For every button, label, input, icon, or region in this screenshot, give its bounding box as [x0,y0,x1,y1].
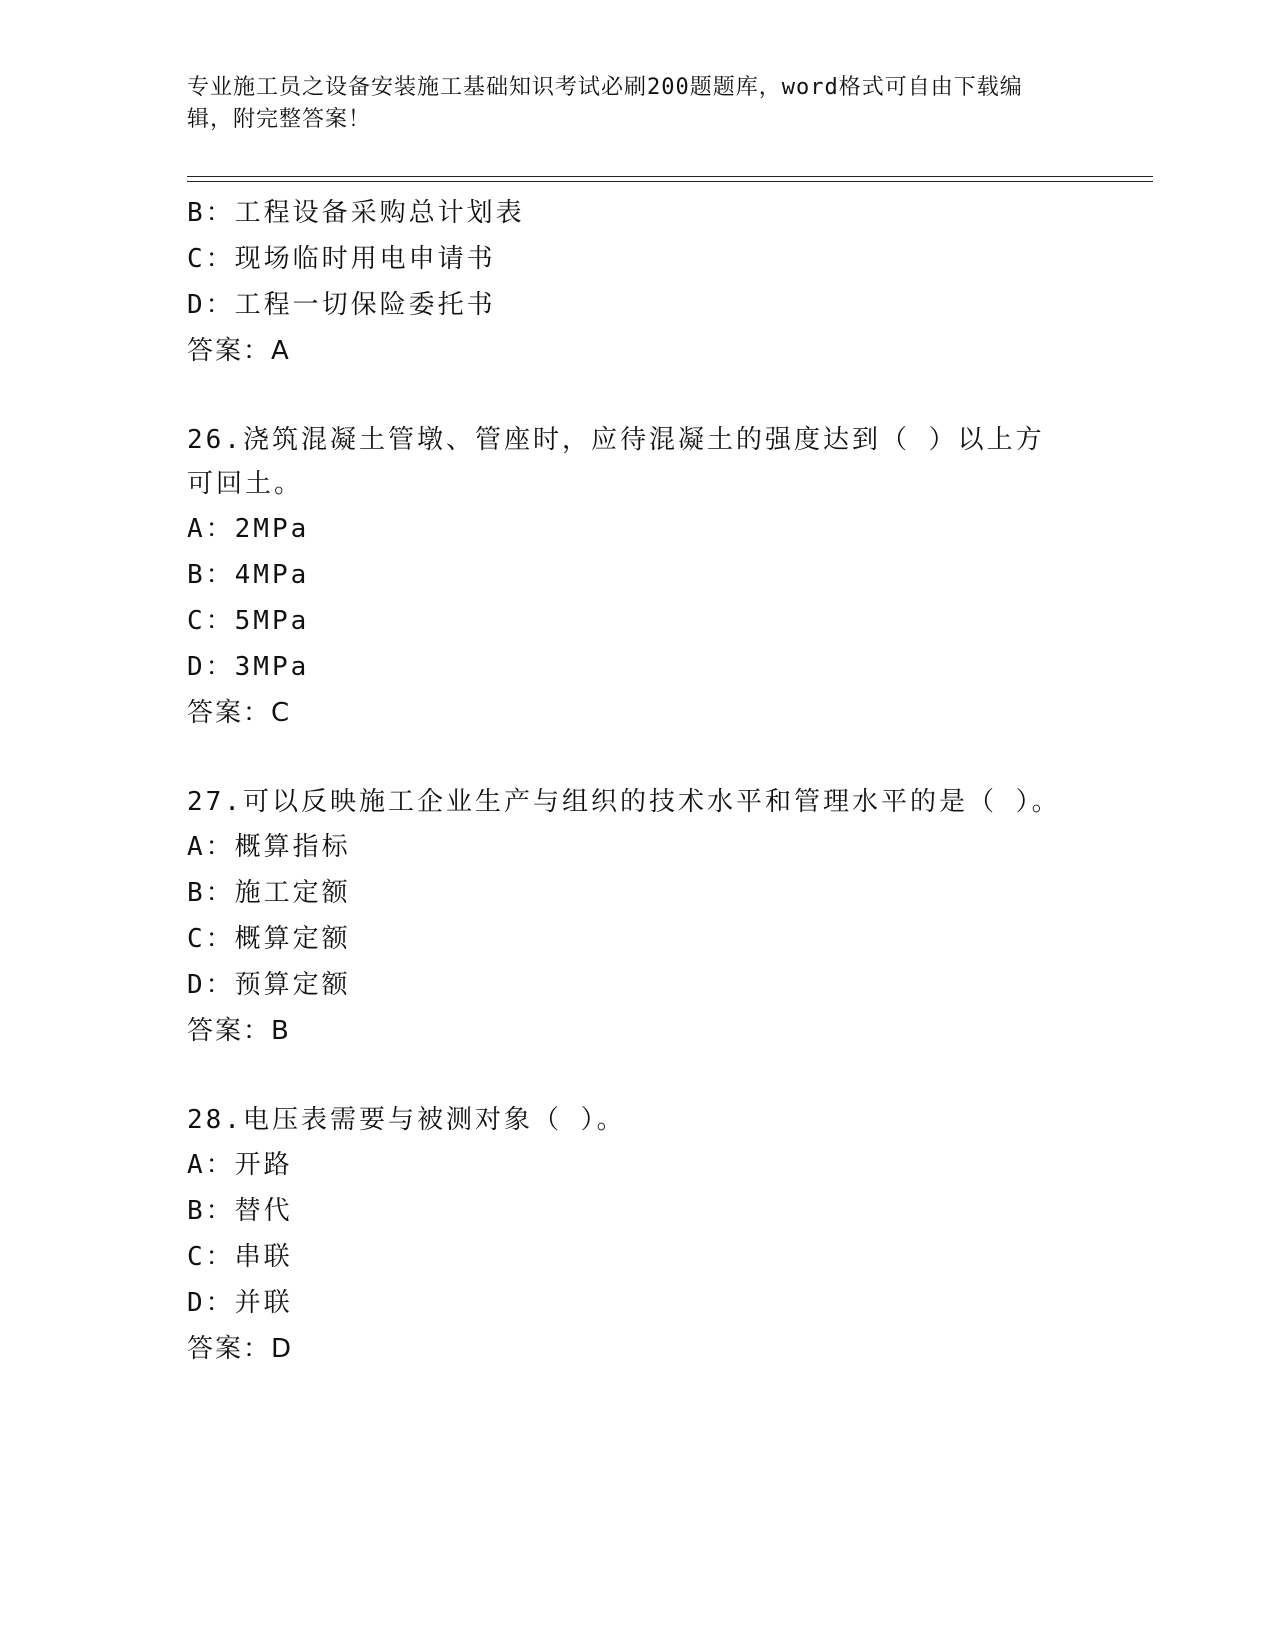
option-a: A：概算指标 [187,832,351,862]
question-content [187,190,1087,1372]
document-header: 专业施工员之设备安装施工基础知识考试必刷200题题库，word格式可自由下载编辑，附完整答案！ [187,75,1023,132]
option-c: C：5MPa [187,606,310,636]
question-stem: 26.浇筑混凝土管墩、管座时，应待混凝土的强度达到（ ）以上方可回土。 [187,425,1045,499]
option-b: B：施工定额 [187,878,351,908]
answer-line: 答案：C [187,698,292,728]
option-b: B：工程设备采购总计划表 [187,198,525,228]
answer-line: 答案：D [187,1334,294,1364]
option-b: B：4MPa [187,560,310,590]
question-28 [187,1098,1087,1372]
partial-question [187,190,1087,374]
option-d: D：工程一切保险委托书 [187,290,496,320]
spacer [187,1054,1087,1098]
header-divider-top [187,176,1153,177]
option-c: C：概算定额 [187,924,351,954]
option-a: A：开路 [187,1150,293,1180]
option-a: A：2MPa [187,514,310,544]
option-c: C：现场临时用电申请书 [187,244,496,274]
option-d: D：3MPa [187,652,310,682]
question-27 [187,780,1087,1054]
question-26 [187,418,1087,736]
option-b: B：替代 [187,1196,293,1226]
question-stem: 28.电压表需要与被测对象（ ）。 [187,1105,626,1135]
spacer [187,374,1087,418]
question-stem: 27.可以反映施工企业生产与组织的技术水平和管理水平的是（ ）。 [187,787,1061,817]
answer-line: 答案：B [187,1016,291,1046]
option-d: D：并联 [187,1288,293,1318]
answer-line: 答案：A [187,336,291,366]
spacer [187,736,1087,780]
header-divider-bottom [187,181,1153,182]
option-c: C：串联 [187,1242,293,1272]
option-d: D：预算定额 [187,970,351,1000]
